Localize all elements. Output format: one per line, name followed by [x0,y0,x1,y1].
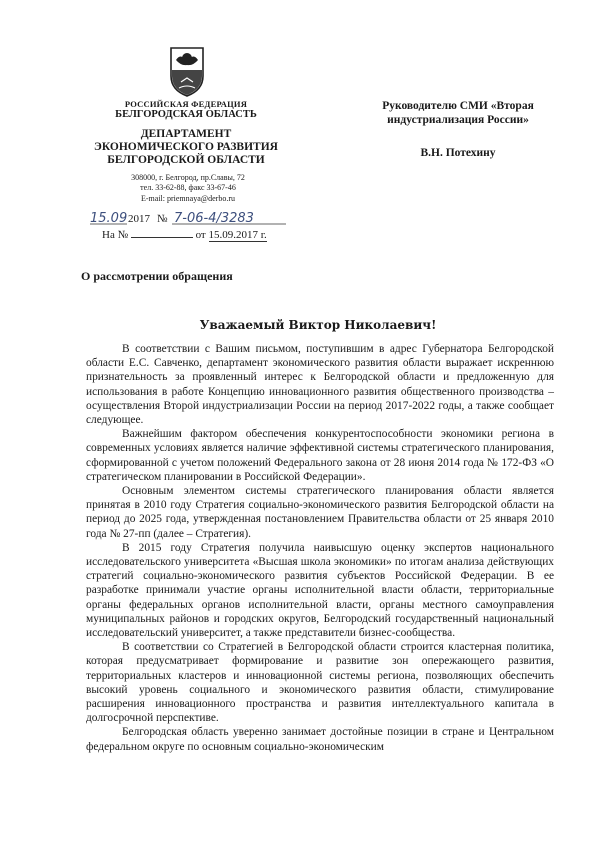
addressee [358,99,558,127]
outgoing-year: 2017 [128,213,150,225]
letterhead-country: РОССИЙСКАЯ ФЕДЕРАЦИЯ [124,99,248,109]
email-line: E-mail: priemnaya@derbo.ru [141,193,235,203]
addressee-name: В.Н. Потехину [420,147,496,159]
department-line: ЭКОНОМИЧЕСКОГО РАЗВИТИЯ [94,141,278,153]
reply-number-blank [131,227,193,238]
reply-date: 15.09.2017 г. [208,229,267,241]
body-paragraph: В 2015 году Стратегия получила наивысшую оценку экспертов национального исследовательского университета «Высшая школа экономики» по итогам анализа действующих стратегий социально-экономического развития субъектов Российской Федерации. В ее разработке принимали участие органы исполнительной власти области, территориальные органы федеральных органов исполнительной власти, органы местного самоуправления муниципальных районов и городских округов, Белгородский государственный национальный исследовательский университет, а также представители бизнес-сообщества. [86,541,554,640]
body-paragraph: В соответствии со Стратегией в Белгородской области строится кластерная политика, которая предусматривает формирование и развитие зон опережающего развития, территориальных кластеров и инновационной системы региона, позволяющих обеспечить высокий уровень социального и экономического развития области, стимулирование расширения инновационного пространства и развития интеллектуального капитала в долгосрочной перспективе. [86,641,554,725]
letter-greeting: Уважаемый Виктор Николаевич! [199,318,437,332]
number-label: № [157,213,168,225]
body-paragraph: В соответствии с Вашим письмом, поступившим в адрес Губернатора Белгородской области Е.С. Савченко, департамент экономического развития области выражает искреннюю признательность за проявленный интерес к Белгородской области и предложенную для использования в работе Концепцию инновационного развития общественного производства – осуществления Второй индустриализации России на период 2017-2022 годы, а также сообщает следующее. [86,343,554,427]
letter-subject: О рассмотрении обращения [81,269,233,283]
letterhead-department [80,128,292,167]
coat-of-arms-icon [167,46,207,98]
registration-outgoing [90,210,290,226]
addressee-line: индустриализация России» [387,114,529,126]
registration-reply [102,227,267,241]
department-line: БЕЛГОРОДСКОЙ ОБЛАСТИ [107,154,265,166]
department-line: ДЕПАРТАМЕНТ [140,128,232,140]
body-paragraph: Важнейшим фактором обеспечения конкурентоспособности экономики региона в современных условиях является наличие эффективной системы стратегического планирования, сформированной с учетом положений Федерального закона от 28 июня 2014 года № 172-ФЗ «О стратегическом планировании в Российской Федерации». [86,428,554,483]
address-line: тел. 33-62-88, факс 33-67-46 [140,183,236,193]
outgoing-date: 15.09 [90,211,128,226]
letterhead-region: БЕЛГОРОДСКАЯ ОБЛАСТЬ [115,109,257,120]
outgoing-number: 7-06-4/3283 [174,211,254,226]
reply-label: На № [102,229,129,241]
addressee-line: Руководителю СМИ «Вторая [382,100,534,112]
body-paragraph: Белгородская область уверенно занимает достойные позиции в стране и Центральном федеральном округе по основным социально-экономическим [86,726,554,753]
address-line: 308000, г. Белгород, пр.Славы, 72 [131,173,245,182]
letterhead-address [118,173,258,204]
letter-body [86,342,554,754]
body-paragraph: Основным элементом системы стратегического планирования области является принятая в 2010 году Стратегия социально-экономического развития Белгородской области на период до 2025 года, утвержденная постановлением Правительства области от 25 января 2010 года № 27-пп (далее – Стратегия). [86,485,554,540]
reply-from-label: от [195,229,206,241]
